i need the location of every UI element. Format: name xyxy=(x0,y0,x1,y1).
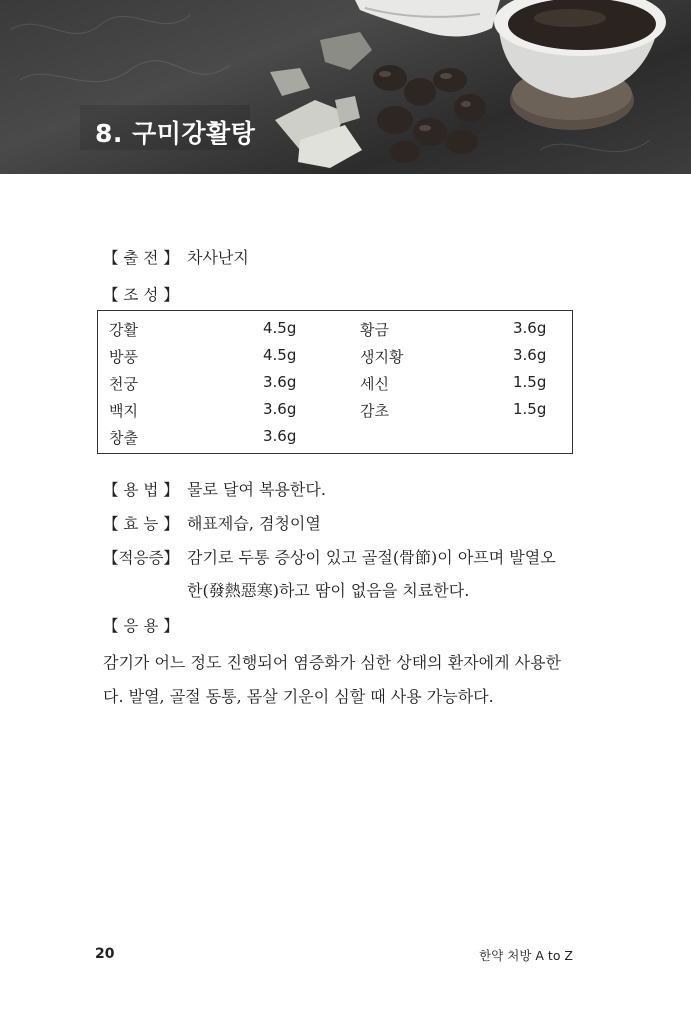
composition-label: 【 조 성 】 xyxy=(103,286,179,304)
indication-label: 【적응증】 xyxy=(103,549,179,567)
herb-dose: 3.6g xyxy=(263,400,297,418)
source-label: 【 출 전 】 xyxy=(103,249,179,267)
herb-dose: 1.5g xyxy=(513,400,547,418)
application-line-1: 감기가 어느 정도 진행되어 염증화가 심한 상태의 환자에게 사용한 xyxy=(103,653,562,672)
application-label: 【 응 용 】 xyxy=(103,617,179,635)
herb-name: 백지 xyxy=(109,402,138,420)
herb-name: 감초 xyxy=(360,402,389,420)
herb-name: 창출 xyxy=(109,429,138,447)
herb-name: 세신 xyxy=(360,375,389,393)
indication-line-1: 감기로 두통 증상이 있고 골절(骨節)이 아프며 발열오 xyxy=(187,548,556,567)
herb-name: 생지황 xyxy=(360,348,404,366)
herb-name: 강활 xyxy=(109,321,138,339)
header-banner xyxy=(0,0,691,174)
indication-line-2: 한(發熱惡寒)하고 땀이 없음을 치료한다. xyxy=(187,581,470,600)
herb-dose: 3.6g xyxy=(513,319,547,337)
source-value: 차사난지 xyxy=(187,248,249,267)
herb-dose: 4.5g xyxy=(263,346,297,364)
application-row xyxy=(103,614,187,636)
herb-dose: 3.6g xyxy=(513,346,547,364)
effect-label: 【 효 능 】 xyxy=(103,515,179,533)
application-line-2: 다. 발열, 골절 동통, 몸살 기운이 심할 때 사용 가능하다. xyxy=(103,687,494,706)
page-title: 8. 구미강활탕 xyxy=(95,119,256,148)
indication-line-2-row xyxy=(187,578,469,601)
usage-value: 물로 달여 복용한다. xyxy=(187,480,326,499)
composition-table xyxy=(97,310,573,454)
herb-name: 황금 xyxy=(360,321,389,339)
source-row xyxy=(103,245,249,268)
effect-row xyxy=(103,511,321,534)
effect-value: 해표제습, 겸청이열 xyxy=(187,514,321,533)
usage-label: 【 용 법 】 xyxy=(103,481,179,499)
herb-dose: 1.5g xyxy=(513,373,547,391)
book-title: 한약 처방 A to Z xyxy=(479,948,573,963)
composition-row xyxy=(103,283,187,305)
herb-dose: 4.5g xyxy=(263,319,297,337)
usage-row xyxy=(103,477,326,500)
herb-name: 방풍 xyxy=(109,348,138,366)
herb-dose: 3.6g xyxy=(263,427,297,445)
herb-dose: 3.6g xyxy=(263,373,297,391)
indication-row xyxy=(103,545,556,568)
page-number: 20 xyxy=(95,946,115,962)
herb-name: 천궁 xyxy=(109,375,138,393)
